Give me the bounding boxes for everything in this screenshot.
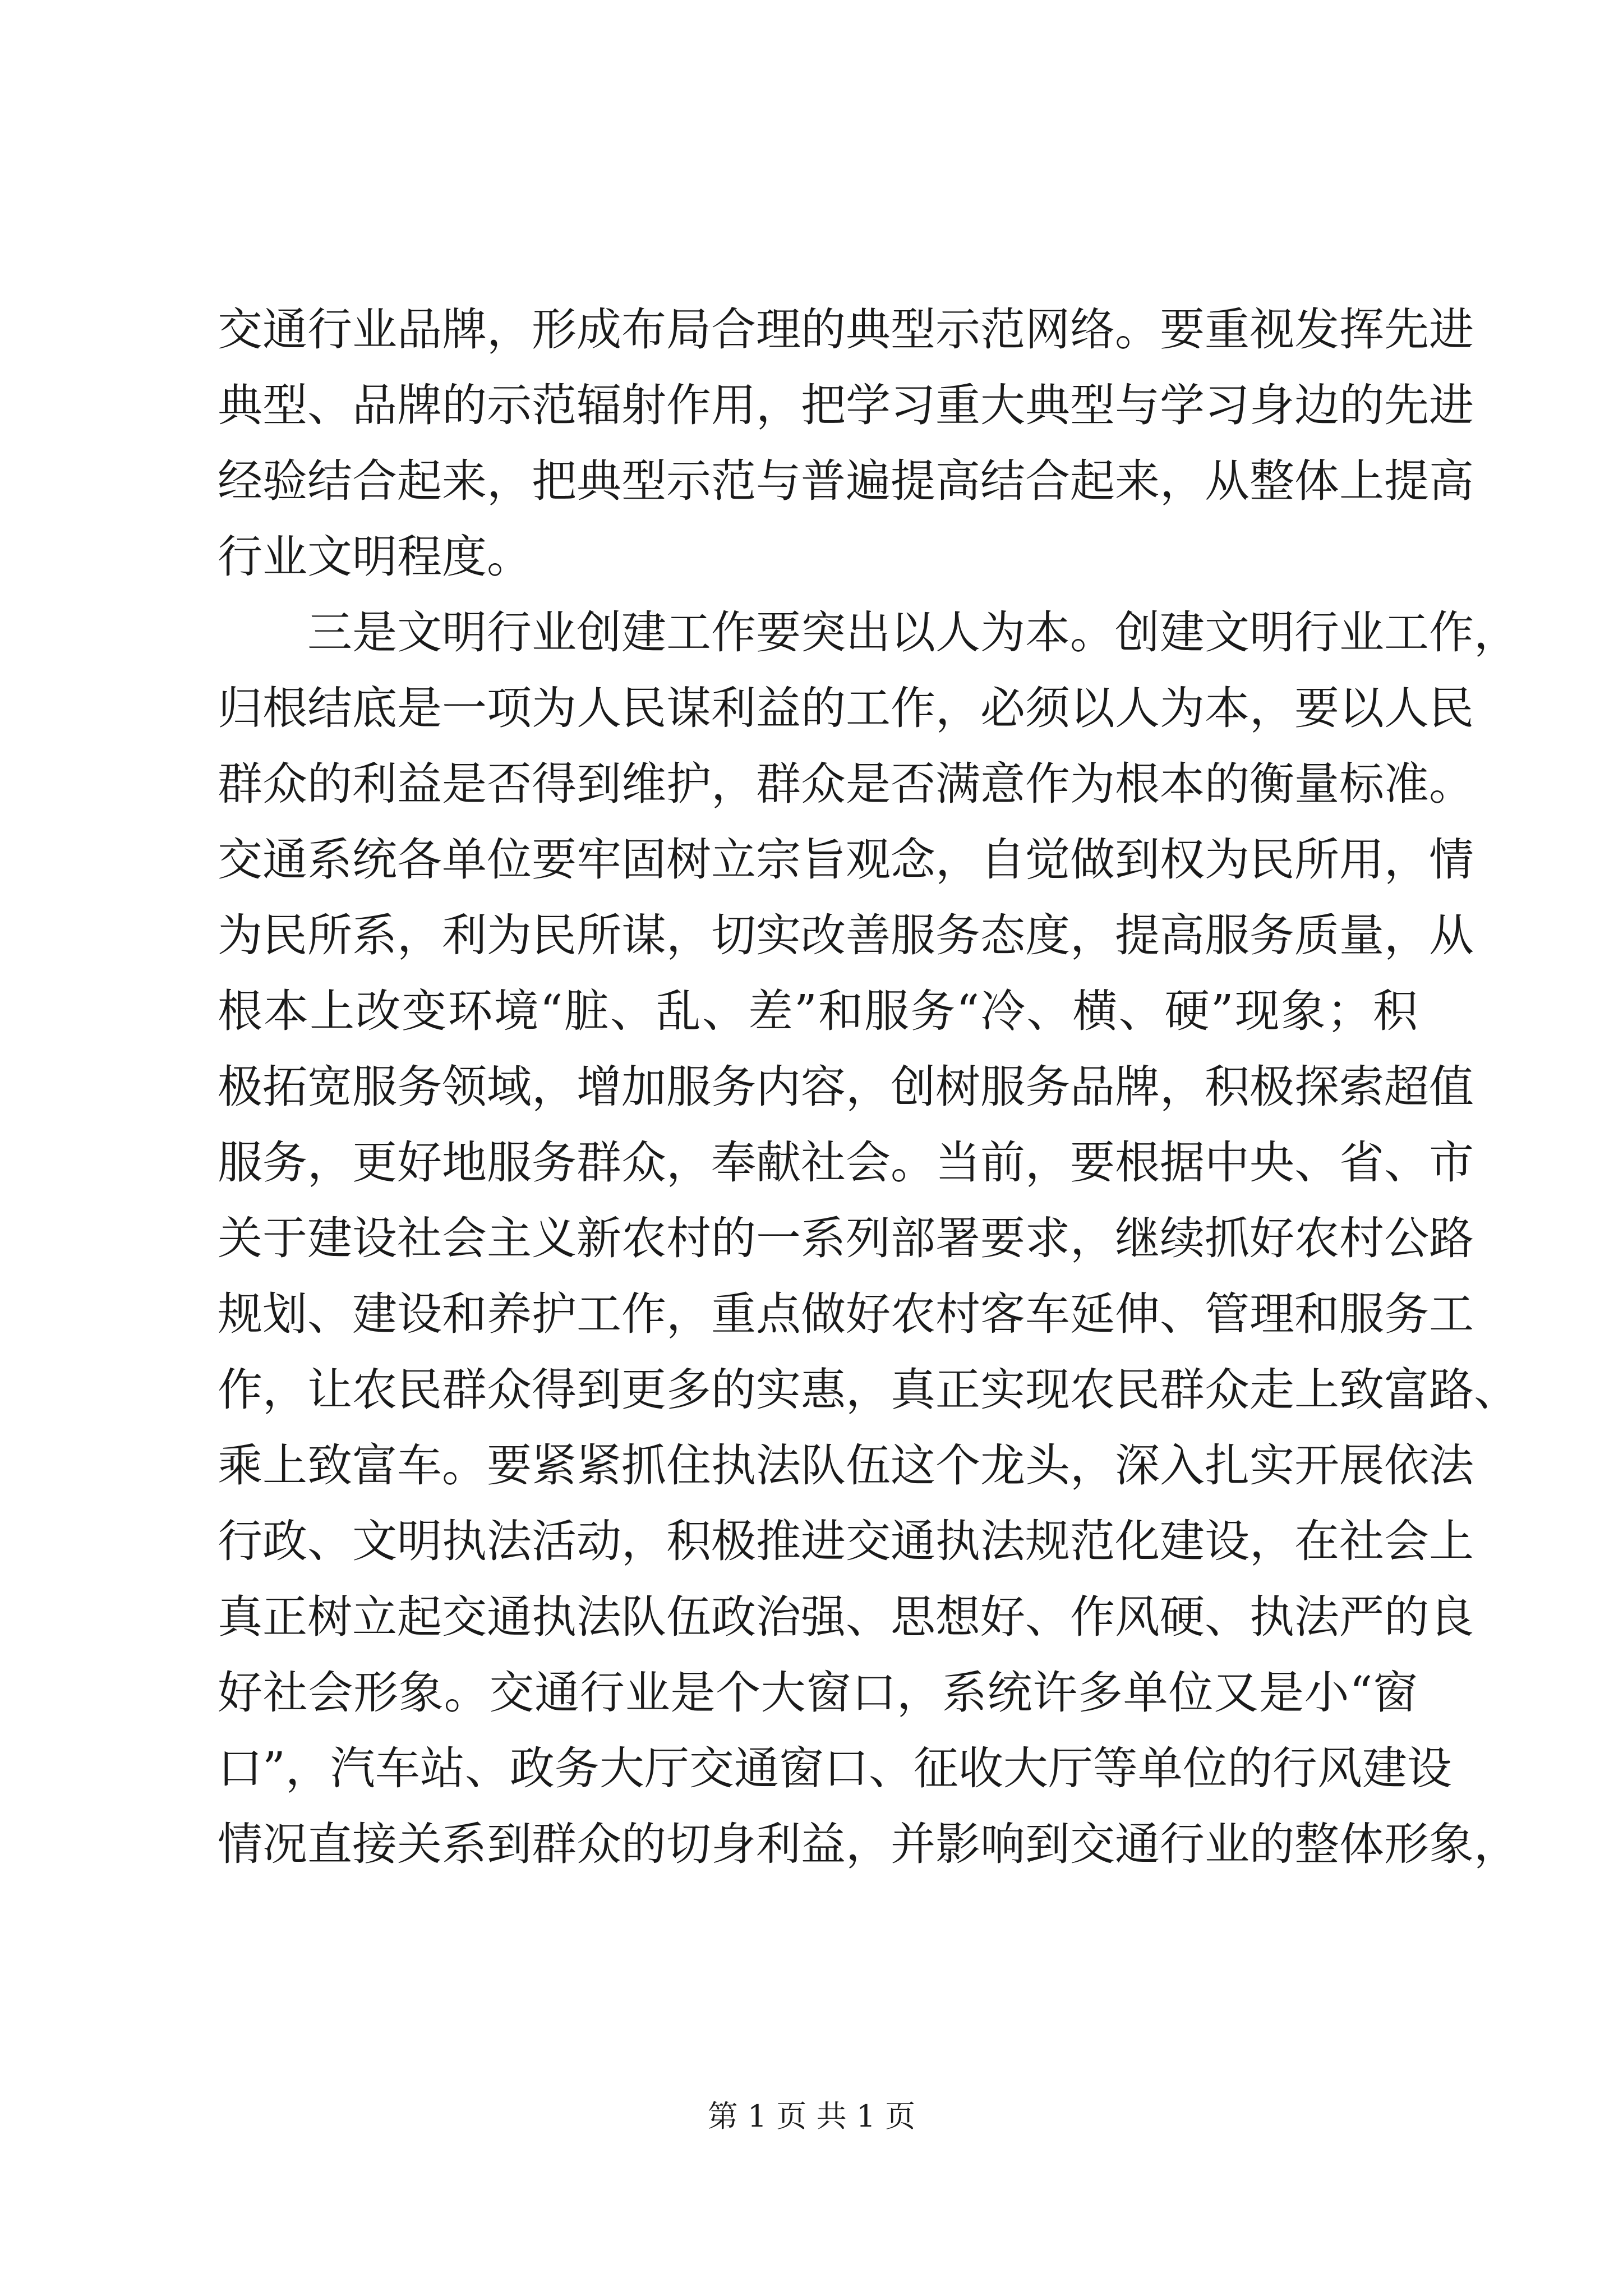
text-line: 极拓宽服务领域，增加服务内容，创树服务品牌，积极探索超值 <box>218 1061 1474 1113</box>
text-line: 行业文明程度。 <box>218 531 532 583</box>
text-line: 行政、文明执法活动，积极推进交通执法规范化建设，在社会上 <box>218 1515 1474 1567</box>
text-line: 归根结底是一项为人民谋利益的工作，必须以人为本，要以人民 <box>218 682 1474 734</box>
text-line: 交通行业品牌，形成布局合理的典型示范网络。要重视发挥先进 <box>218 303 1474 356</box>
text-line: 作，让农民群众得到更多的实惠，真正实现农民群众走上致富路、 <box>218 1364 1519 1416</box>
text-line: 好社会形象。交通行业是个大窗口，系统许多单位又是小“窗 <box>218 1667 1418 1719</box>
text-line: 交通系统各单位要牢固树立宗旨观念，自觉做到权为民所用，情 <box>218 834 1474 886</box>
page-number-label: 第 1 页 共 1 页 <box>707 2099 916 2134</box>
body-text <box>218 292 1519 1882</box>
text-line: 典型、品牌的示范辐射作用，把学习重大典型与学习身边的先进 <box>218 379 1474 431</box>
text-line: 口”，汽车站、政务大厅交通窗口、征收大厅等单位的行风建设 <box>218 1742 1452 1795</box>
page-footer <box>0 2097 1623 2136</box>
paragraph-first-line: 三是文明行业创建工作要突出以人为本。创建文明行业工作， <box>307 606 1519 659</box>
text-line: 真正树立起交通执法队伍政治强、思想好、作风硬、执法严的良 <box>218 1591 1474 1643</box>
text-line: 情况直接关系到群众的切身利益，并影响到交通行业的整体形象， <box>218 1818 1519 1870</box>
text-line: 群众的利益是否得到维护，群众是否满意作为根本的衡量标准。 <box>218 758 1474 810</box>
text-line: 经验结合起来，把典型示范与普遍提高结合起来，从整体上提高 <box>218 455 1474 507</box>
text-line: 关于建设社会主义新农村的一系列部署要求，继续抓好农村公路 <box>218 1212 1474 1264</box>
text-line: 为民所系，利为民所谋，切实改善服务态度，提高服务质量，从 <box>218 909 1474 961</box>
text-line: 乘上致富车。要紧紧抓住执法队伍这个龙头，深入扎实开展依法 <box>218 1439 1474 1492</box>
text-line: 根本上改变环境“脏、乱、差”和服务“冷、横、硬”现象；积 <box>218 985 1418 1037</box>
text-line: 服务，更好地服务群众，奉献社会。当前，要根据中央、省、市 <box>218 1137 1474 1189</box>
text-line: 规划、建设和养护工作，重点做好农村客车延伸、管理和服务工 <box>218 1288 1474 1340</box>
